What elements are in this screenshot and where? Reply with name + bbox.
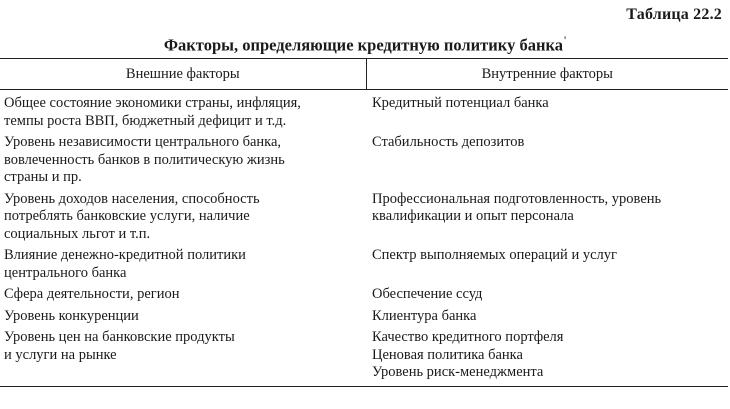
internal-factor-cell <box>366 286 728 308</box>
header-internal-factors: Внутренние факторы <box>366 59 728 90</box>
internal-factor-line: Профессиональная подготовленность, уровень <box>372 190 662 207</box>
external-factor-line: вовлеченность банков в политическую жизнь <box>4 151 285 168</box>
external-factor-cell <box>0 134 366 191</box>
table-row <box>0 191 728 248</box>
external-factor-line: страны и пр. <box>4 169 82 185</box>
internal-factor-line: Уровень риск-менеджмента <box>372 364 544 380</box>
external-factor-line: Влияние денежно-кредитной политики <box>4 247 246 263</box>
header-external-factors: Внешние факторы <box>0 59 366 90</box>
internal-factor-line: Клиентура банка <box>372 307 477 324</box>
internal-factor-line: Ценовая политика банка <box>372 346 523 363</box>
external-factor-line: Уровень цен на банковские продукты <box>4 329 235 345</box>
header-row <box>0 59 728 90</box>
internal-factor-line: Спектр выполняемых операций и услуг <box>372 247 617 263</box>
external-factor-line: Уровень доходов населения, способность <box>4 190 260 207</box>
table-number: Таблица 22.2 <box>626 6 722 23</box>
factors-table <box>0 58 728 387</box>
external-factor-line: Общее состояние экономики страны, инфляция, <box>4 95 301 111</box>
external-factor-line: социальных льгот и т.п. <box>4 225 151 242</box>
external-factor-line: потреблять банковские услуги, наличие <box>4 208 250 224</box>
external-factor-line: и услуги на рынке <box>4 346 117 363</box>
factor-rows <box>0 90 728 387</box>
internal-factor-cell <box>366 191 728 248</box>
external-factor-line: Уровень независимости центрального банка, <box>4 134 282 150</box>
internal-factor-cell <box>366 134 728 191</box>
internal-factor-line: Обеспечение ссуд <box>372 286 483 302</box>
internal-factor-cell <box>366 308 728 330</box>
table-row <box>0 247 728 286</box>
internal-factor-line: Кредитный потенциал банка <box>372 95 549 111</box>
table-row <box>0 329 728 386</box>
table-row <box>0 90 728 135</box>
external-factor-cell <box>0 247 366 286</box>
internal-factor-line: Качество кредитного портфеля <box>372 329 564 345</box>
external-factor-line: центрального банка <box>4 264 127 281</box>
external-factor-line: Сфера деятельности, регион <box>4 286 180 302</box>
table-row <box>0 134 728 191</box>
internal-factor-cell <box>366 90 728 135</box>
table-row <box>0 286 728 308</box>
internal-factor-line: Стабильность депозитов <box>372 134 525 150</box>
external-factor-cell <box>0 286 366 308</box>
title-footnote-mark: ' <box>563 33 567 47</box>
internal-factor-cell <box>366 329 728 386</box>
internal-factor-line: квалификации и опыт персонала <box>372 208 574 224</box>
external-factor-line: Уровень конкуренции <box>4 307 139 324</box>
internal-factor-cell <box>366 247 728 286</box>
external-factor-cell <box>0 191 366 248</box>
external-factor-cell <box>0 90 366 135</box>
external-factor-cell <box>0 308 366 330</box>
table-title <box>0 33 730 56</box>
table-row <box>0 308 728 330</box>
external-factor-line: темпы роста ВВП, бюджетный дефицит и т.д. <box>4 112 287 129</box>
external-factor-cell <box>0 329 366 386</box>
table-title-text: Факторы, определяющие кредитную политику банка <box>163 35 563 55</box>
